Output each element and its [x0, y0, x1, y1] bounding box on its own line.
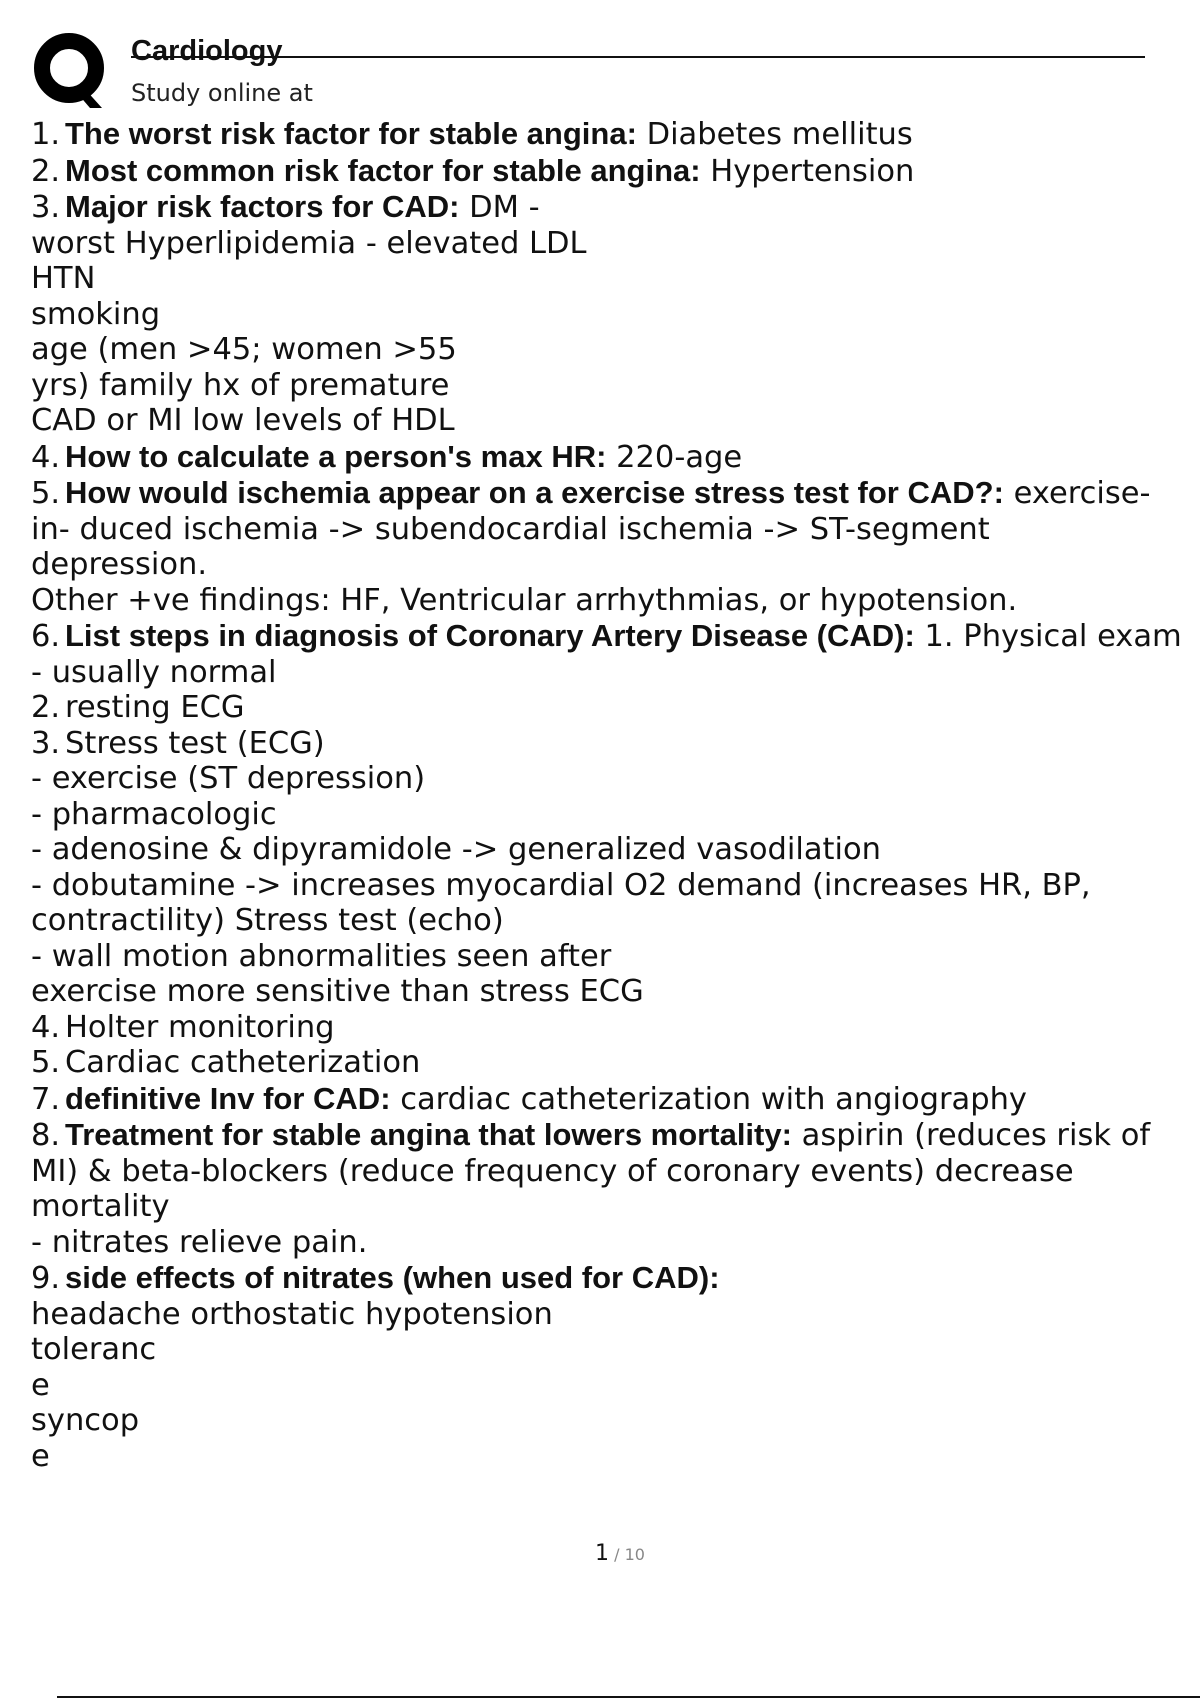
- question-answer: DM -: [459, 190, 540, 225]
- question-6: 6. List steps in diagnosis of Coronary Artery Disease (CAD): 1. Physical exam: [31, 618, 1182, 654]
- page-total: / 10: [614, 1545, 645, 1564]
- question-label: Major risk factors for CAD:: [65, 189, 460, 224]
- question-label: List steps in diagnosis of Coronary Artery Disease (CAD):: [65, 618, 915, 653]
- question-4: 4. How to calculate a person's max HR: 220-age: [31, 438, 743, 475]
- question-label: The worst risk factor for stable angina:: [65, 116, 637, 151]
- page-current: 1: [595, 1541, 610, 1566]
- question-label: Most common risk factor for stable angina:: [65, 152, 701, 188]
- question-8: 8. Treatment for stable angina that lowers mortality: aspirin (reduces risk of: [31, 1117, 1151, 1153]
- answer-line: - wall motion abnormalities seen after: [31, 938, 612, 974]
- question-label: side effects of nitrates (when used for CAD):: [65, 1260, 720, 1295]
- question-answer: Hypertension: [700, 153, 915, 189]
- answer-line: yrs) family hx of premature: [31, 367, 450, 403]
- answer-line: - adenosine & dipyramidole -> generalized vasodilation: [31, 832, 881, 867]
- answer-line: e: [31, 1367, 50, 1403]
- answer-line: - dobutamine -> increases myocardial O2 demand (increases HR, BP,: [31, 867, 1091, 903]
- question-1: 1. The worst risk factor for stable angina: Diabetes mellitus: [31, 116, 913, 152]
- document-title: Cardiology: [131, 35, 283, 67]
- answer-line: - usually normal: [31, 654, 277, 690]
- answer-line: toleranc: [31, 1332, 157, 1367]
- answer-line: depression.: [31, 547, 208, 582]
- diagnosis-step-3: 3. Stress test (ECG): [31, 725, 325, 761]
- question-answer: 220-age: [606, 439, 743, 475]
- answer-line: syncop: [31, 1403, 140, 1438]
- page-number: [0, 1541, 1200, 1566]
- document-header: [30, 28, 1145, 108]
- diagnosis-step-4: 4. Holter monitoring: [31, 1009, 335, 1045]
- flashcard-content: [31, 116, 1196, 1474]
- question-7: 7. definitive Inv for CAD: cardiac catheterization with angiography: [31, 1080, 1027, 1117]
- quizlet-logo-icon: [32, 32, 110, 110]
- answer-line: contractility) Stress test (echo): [31, 903, 504, 938]
- answer-line: mortality: [31, 1189, 170, 1224]
- question-answer: 1. Physical exam: [914, 619, 1182, 654]
- question-answer: cardiac catheterization with angiography: [390, 1081, 1027, 1117]
- answer-line: e: [31, 1438, 50, 1474]
- question-5: 5. How would ischemia appear on a exercise stress test for CAD?: exercise-: [31, 475, 1151, 511]
- answer-line: age (men >45; women >55: [31, 332, 457, 367]
- question-label: definitive Inv for CAD:: [65, 1080, 391, 1116]
- answer-line: in- duced ischemia -> subendocardial ischemia -> ST-segment: [31, 511, 990, 547]
- study-online-text: Study online at: [131, 79, 313, 107]
- question-9: 9. side effects of nitrates (when used for CAD):: [31, 1260, 720, 1296]
- question-label: Treatment for stable angina that lowers mortality:: [65, 1117, 792, 1152]
- question-2: 2. Most common risk factor for stable angina: Hypertension: [31, 152, 915, 189]
- answer-line: HTN: [31, 261, 96, 296]
- answer-line: - exercise (ST depression): [31, 761, 426, 796]
- answer-line: exercise more sensitive than stress ECG: [31, 974, 644, 1009]
- question-answer: exercise-: [1003, 476, 1151, 511]
- question-answer: Diabetes mellitus: [636, 117, 913, 152]
- diagnosis-step-2: 2. resting ECG: [31, 690, 245, 725]
- answer-line: Other +ve findings: HF, Ventricular arrhythmias, or hypotension.: [31, 582, 1018, 618]
- question-label: How to calculate a person's max HR:: [65, 438, 607, 474]
- question-3: 3. Major risk factors for CAD: DM -: [31, 189, 540, 225]
- question-answer: aspirin (reduces risk of: [791, 1118, 1151, 1153]
- answer-line: MI) & beta-blockers (reduce frequency of coronary events) decrease: [31, 1153, 1074, 1189]
- diagnosis-step-5: 5. Cardiac catheterization: [31, 1045, 421, 1080]
- answer-line: worst Hyperlipidemia - elevated LDL: [31, 225, 587, 261]
- answer-line: - nitrates relieve pain.: [31, 1224, 368, 1260]
- answer-line: smoking: [31, 296, 161, 332]
- answer-line: headache orthostatic hypotension: [31, 1296, 553, 1332]
- answer-line: CAD or MI low levels of HDL: [31, 403, 455, 438]
- answer-line: - pharmacologic: [31, 796, 277, 832]
- question-label: How would ischemia appear on a exercise stress test for CAD?:: [65, 475, 1004, 510]
- footer-divider: [57, 1696, 1200, 1698]
- title-divider: [131, 56, 1145, 58]
